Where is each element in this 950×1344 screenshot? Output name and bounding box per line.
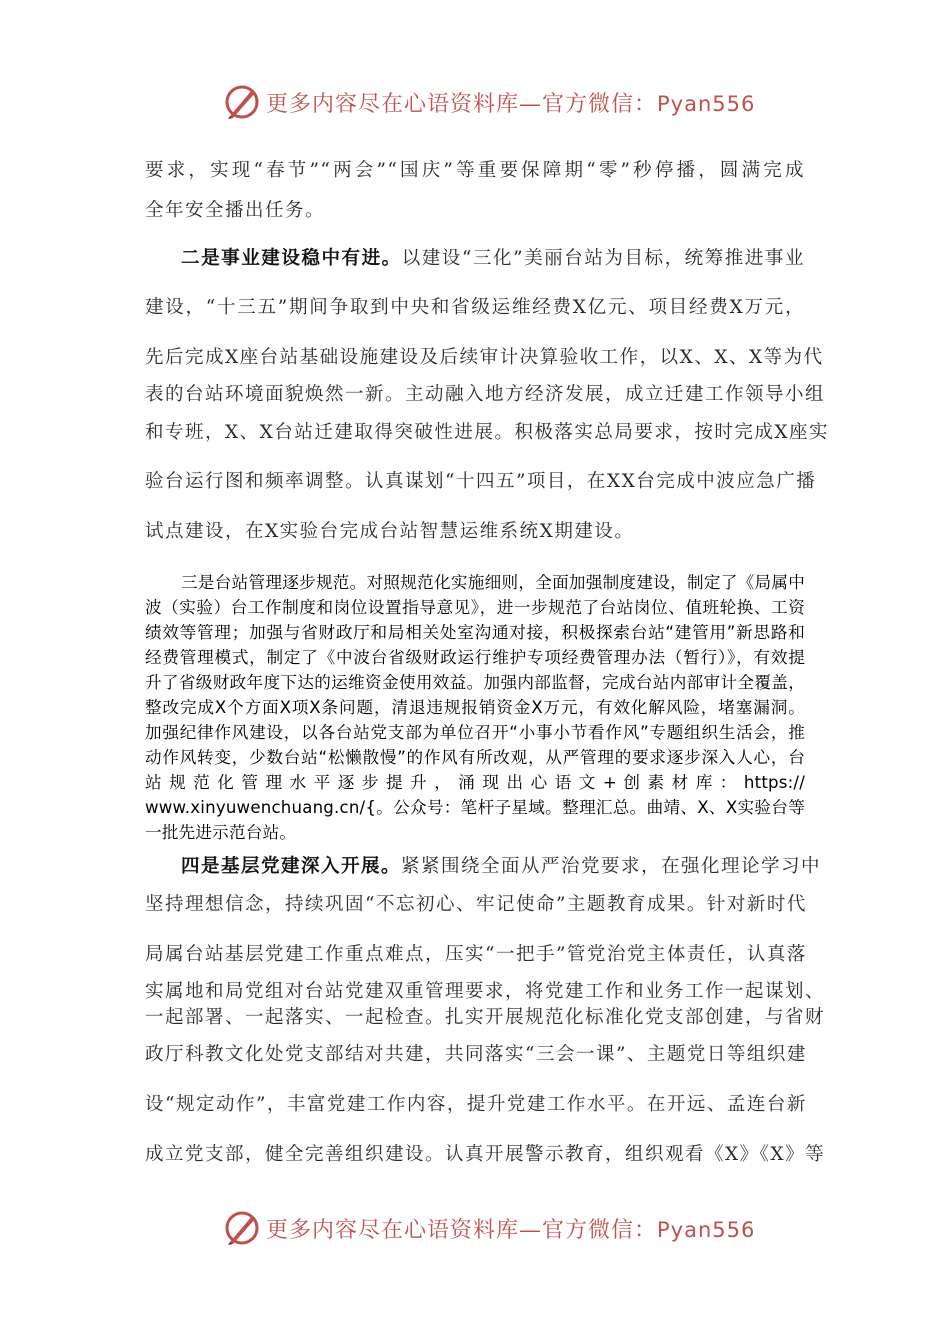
pen-logo-icon	[222, 1208, 262, 1248]
section4-text: 紧紧围绕全面从严治党要求，在强化理论学习中	[401, 856, 822, 877]
section3-line: 升了省级财政年度下达的运维资金使用效益。加强内部监督，完成台站内部审计全覆盖，	[145, 673, 805, 692]
section4-line: 坚持理想信念，持续巩固“不忘初心、牢记使命”主题教育成果。针对新时代	[145, 894, 807, 915]
intro-line: 全年安全播出任务。	[145, 200, 326, 221]
section3-line: 动作风转变，少数台站“松懒散慢”的作风有所改观，从严管理的要求逐步深入人心，台	[145, 748, 805, 767]
section4-first-line	[181, 852, 822, 878]
section3-line: 一批先进示范台站。	[145, 823, 297, 842]
section2-line: 验台运行图和频率调整。认真谋划“十四五”项目，在XX台完成中波应急广播	[145, 471, 817, 492]
section3-line: 波（实验）台工作制度和岗位设置指导意见》，进一步规范了台站岗位、值班轮换、工资	[145, 598, 805, 617]
banner-title	[266, 1213, 755, 1244]
banner-text-cn: 更多内容尽在心语资料库—官方微信：	[266, 91, 658, 117]
section3-line: 整改完成X个方面X项X条问题，清退违规报销资金X万元，有效化解风险，堵塞漏洞。	[145, 698, 805, 717]
section4-line: 成立党支部，健全完善组织建设。认真开展警示教育，组织观看《X》《X》等	[145, 1144, 826, 1165]
section3-line: 站 规 范 化 管 理 水 平 逐 步 提 升 ， 涌 现 出 心 语 文 + 创 素 材 库 ： https://	[145, 773, 805, 792]
section3-line: 三是台站管理逐步规范。对照规范化实施细则，全面加强制度建设，制定了《局属中	[181, 573, 805, 592]
pen-logo-icon	[222, 82, 262, 122]
section3-line: 经费管理模式，制定了《中波台省级财政运行维护专项经费管理办法（暂行）》，有效提	[145, 648, 805, 667]
section4-line: 一起部署、一起落实、一起检查。扎实开展规范化标准化党支部创建，与省财	[145, 1007, 826, 1028]
header-banner	[222, 80, 756, 124]
section4-line: 局属台站基层党建工作重点难点，压实“一把手”管党治党主体责任，认真落	[145, 944, 807, 965]
banner-title	[266, 87, 755, 118]
section2-line: 建设，“十三五”期间争取到中央和省级运维经费X亿元、项目经费X万元，	[145, 297, 805, 318]
section2-text: 以建设“三化”美丽台站为目标，统筹推进事业	[401, 248, 805, 269]
section4-line: 政厅科教文化处党支部结对共建，共同落实“三会一课”、主题党日等组织建	[145, 1044, 807, 1065]
section2-first-line	[181, 244, 805, 270]
section4-line: 实属地和局党组对台站党建双重管理要求，将党建工作和业务工作一起谋划、	[145, 981, 826, 1002]
section3-line: 加强纪律作风建设，以各台站党支部为单位召开“小事小节看作风”专题组织生活会，推	[145, 723, 805, 742]
banner-wechat-id: Pyan556	[657, 91, 756, 116]
section4-lead: 四是基层党建深入开展。	[181, 856, 402, 877]
banner-text-cn: 更多内容尽在心语资料库—官方微信：	[266, 1217, 658, 1243]
section3-line: www.xinyuwenchuang.cn/{。公众号：笔杆子星域。整理汇总。曲靖、X、X实验台等	[145, 798, 805, 817]
section2-line: 先后完成X座台站基础设施建设及后续审计决算验收工作，以X、X、X等为代	[145, 347, 824, 368]
intro-line: 要求，实现“春节”“两会”“国庆”等重要保障期“零”秒停播，圆满完成	[145, 160, 805, 181]
section3-line: 绩效等管理；加强与省财政厅和局相关处室沟通对接，积极探索台站“建管用”新思路和	[145, 623, 805, 642]
footer-banner	[222, 1206, 756, 1250]
section2-lead: 二是事业建设稳中有进。	[181, 248, 402, 269]
section2-line: 表的台站环境面貌焕然一新。主动融入地方经济发展，成立迁建工作领导小组	[145, 384, 826, 405]
banner-wechat-id: Pyan556	[657, 1217, 756, 1242]
section2-line: 和专班，X、X台站迁建取得突破性进展。积极落实总局要求，按时完成X座实	[145, 422, 830, 443]
section2-line: 试点建设，在X实验台完成台站智慧运维系统X期建设。	[145, 521, 635, 542]
section4-line: 设“规定动作”，丰富党建工作内容，提升党建工作水平。在开远、孟连台新	[145, 1094, 807, 1115]
